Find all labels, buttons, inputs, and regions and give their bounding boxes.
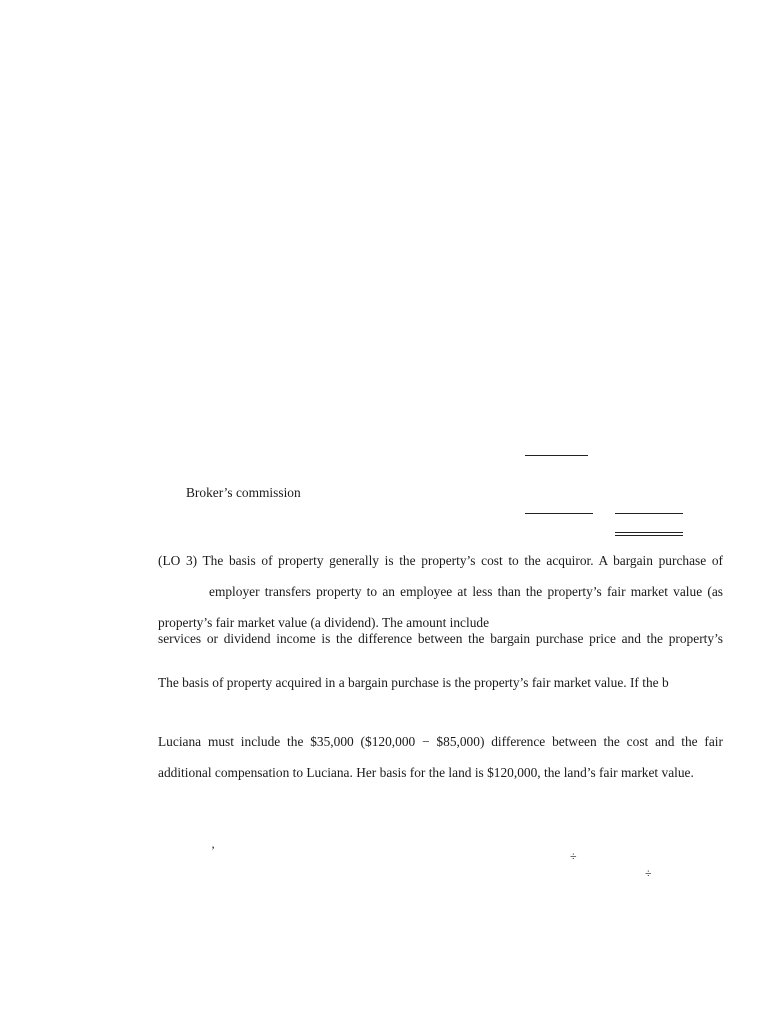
table-rule-subtotal-left	[525, 513, 593, 514]
paragraph1-line3: property’s fair market value (a dividend). The amount include	[158, 615, 490, 630]
paragraph2-line1: The basis of property acquired in a bargain purchase is the property’s fair market value. If the b	[158, 675, 669, 690]
paragraph3-line2: additional compensation to Luciana. Her basis for the land is $120,000, the land’s fair market value.	[158, 765, 694, 780]
table-rule-subtotal-right	[615, 513, 683, 514]
paragraph3-line1: Luciana must include the $35,000 ($120,000 − $85,000) difference between the cost and the fair	[158, 734, 723, 749]
division-sign-1: ÷	[570, 849, 577, 863]
paragraph1-line1: (LO 3) The basis of property generally is the property’s cost to the acquiror. A bargain purchase of	[158, 553, 723, 568]
table-rule-top	[525, 455, 588, 456]
paragraph1-line2: employer transfers property to an employee at less than the property’s fair market value (as	[209, 584, 723, 599]
division-sign-2: ÷	[645, 866, 652, 880]
table-rule-total-double	[615, 532, 683, 536]
paragraph1-line4: services or dividend income is the difference between the bargain purchase price and the property’s	[158, 631, 723, 646]
stray-apostrophe: ’	[211, 843, 215, 857]
broker-commission-label: Broker’s commission	[186, 485, 301, 500]
